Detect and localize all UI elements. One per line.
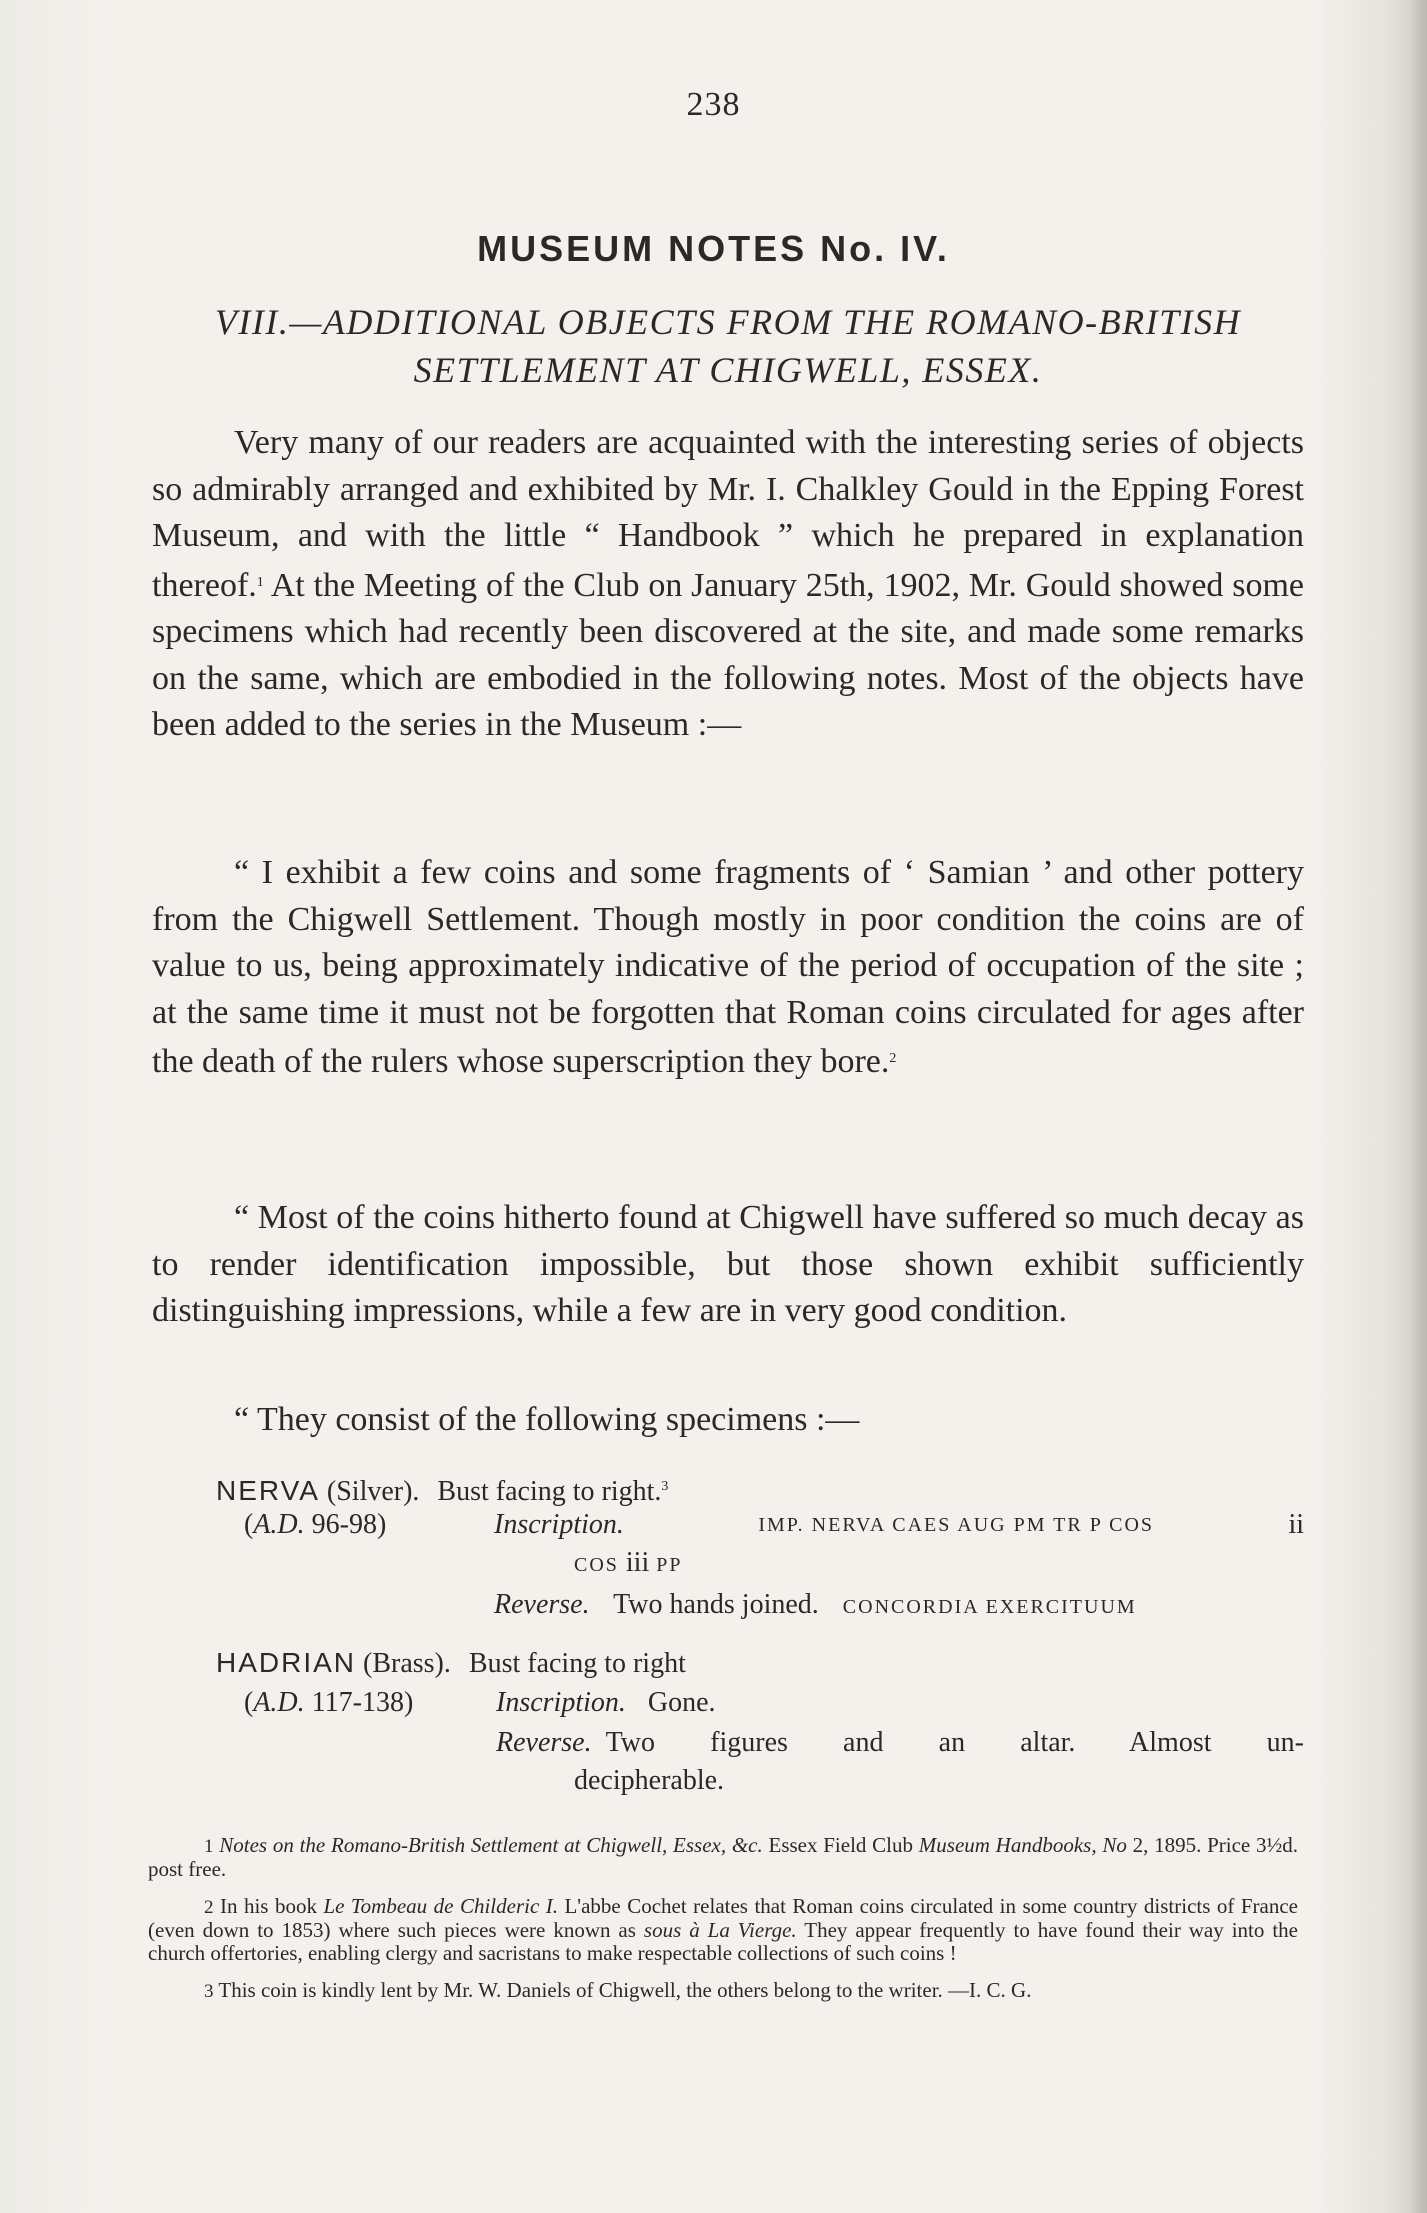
coin-entry-hadrian: [216, 1644, 1306, 1804]
coin-heading: [216, 1644, 686, 1683]
inscription-line2-a: COS: [574, 1554, 619, 1576]
footnote-2-text-c: They appear frequently to have found their way into the church offertories, enabling clergy and sacristans to make respectable collections of such coins !: [148, 1918, 1298, 1965]
reverse-label: Reverse.: [496, 1727, 592, 1758]
reverse-text: Two hands joined.: [613, 1589, 819, 1620]
coin-date-open: (: [244, 1509, 254, 1540]
coin-date-range: 117-138): [304, 1687, 414, 1718]
footnote-number: 1: [204, 1836, 214, 1857]
coin-bust: Bust facing to right: [468, 1648, 686, 1679]
footnote-2: [148, 1895, 1298, 1965]
inscription-line2-c: PP: [656, 1554, 683, 1576]
coin-bust: Bust facing to right.: [437, 1476, 662, 1507]
footnote-2-text-a: In his book: [219, 1894, 324, 1918]
paragraph-2: [152, 850, 1304, 1086]
footnote-2-term: sous à La Vierge.: [643, 1918, 797, 1942]
footnote-1-text-a: Essex Field Club: [762, 1833, 919, 1857]
paragraph-1-text-a: Very many of our readers are acquainted with the interesting series of objects so admirably arranged and exhibited by Mr. I. Chalkley Gould in the Epping Forest Museum, and with the little “ Handbook ” which he prepared in explanation thereof.: [152, 424, 1304, 604]
reverse-label: Reverse.: [494, 1589, 590, 1620]
paragraph-3: [152, 1195, 1304, 1335]
footnote-2-book-title: Le Tombeau de Childeric I.: [323, 1894, 558, 1918]
paragraph-2-text: “ I exhibit a few coins and some fragments of ‘ Samian ’ and other pottery from the Chigwell Settlement. Though mostly in poor condition the coins are of value to us, being approximately indicative of the period of occupation of the site ; at the same time it must not be forgotten that Roman coins circulated for ages after the death of the rulers whose superscription they bore.: [152, 854, 1304, 1080]
paragraph-1: [152, 420, 1304, 749]
coin-date-open: (: [244, 1687, 254, 1718]
coin-date: [244, 1506, 386, 1544]
footnote-number: 2: [204, 1897, 214, 1918]
paragraph-3-text: “ Most of the coins hitherto found at Chigwell have suffered so much decay as to render identification impossible, but those shown exhibit sufficiently distinguishing impressions, while a few are in very good condition.: [152, 1199, 1304, 1329]
footnote-1: [148, 1834, 1298, 1881]
coin-name: HADRIAN: [216, 1647, 357, 1678]
footnote-number: 3: [204, 1981, 214, 2002]
paragraph-4: [152, 1397, 1304, 1444]
coin-reverse-line2: decipherable.: [574, 1765, 725, 1796]
inscription-label: Inscription.: [494, 1509, 624, 1540]
coin-date: [244, 1684, 413, 1722]
footnote-ref-3[interactable]: 3: [661, 1479, 669, 1494]
coin-reverse: [496, 1724, 1304, 1762]
coin-date-ad: A.D.: [253, 1687, 305, 1718]
section-title: MUSEUM NOTES No. IV.: [477, 228, 950, 269]
footnote-1-title: Notes on the Romano-British Settlement at Chigwell, Essex, &c.: [219, 1833, 763, 1857]
inscription-line2-b: iii: [625, 1547, 650, 1578]
coin-inscription-line2: [574, 1544, 683, 1584]
coin-inscription: [494, 1506, 1304, 1544]
coin-heading: [216, 1468, 668, 1511]
inscription-tail: ii: [1288, 1509, 1304, 1540]
paragraph-4-text: “ They consist of the following specimens :—: [234, 1401, 860, 1438]
reverse-legend: CONCORDIA EXERCITUUM: [842, 1596, 1137, 1618]
coin-name: NERVA: [216, 1475, 320, 1506]
paragraph-1-text-b: At the Meeting of the Club on January 25th, 1902, Mr. Gould showed some specimens which had recently been discovered at the site, and made some remarks on the same, which are embodied in the following notes. Most of the objects have been added to the series in the Museum :—: [152, 566, 1304, 743]
article-subtitle: VIII.—ADDITIONAL OBJECTS FROM THE ROMANO-BRITISH SETTLEMENT AT CHIGWELL, ESSEX.: [214, 302, 1242, 390]
footnote-ref-1[interactable]: 1: [256, 574, 264, 590]
page-number: 238: [686, 86, 741, 123]
footnote-2-text-b: L'abbe Cochet relates that Roman coins circulated in some country districts of France (even down to 1853) where such pieces were known as: [148, 1894, 1298, 1942]
coin-reverse: [494, 1586, 1137, 1626]
reverse-text: Two figures and an altar. Almost un-: [605, 1727, 1304, 1758]
coin-metal: (Silver).: [319, 1476, 420, 1507]
footnote-3: [148, 1979, 1298, 2003]
inscription-text: IMP. NERVA CAES AUG PM TR P COS: [758, 1514, 1155, 1536]
footnote-1-text-b: 2, 1895. Price 3½d. post free.: [148, 1833, 1299, 1881]
footnote-3-text: This coin is kindly lent by Mr. W. Daniels of Chigwell, the others belong to the writer. —I. C. G.: [218, 1978, 1032, 2002]
inscription-label: Inscription.: [496, 1687, 626, 1718]
coin-date-range: 96-98): [304, 1509, 387, 1540]
coin-metal: (Brass).: [356, 1648, 451, 1679]
page-edge-shadow: [1409, 0, 1427, 2213]
inscription-text: Gone.: [647, 1687, 716, 1718]
coin-date-ad: A.D.: [253, 1509, 305, 1540]
footnote-ref-2[interactable]: 2: [889, 1051, 897, 1066]
coin-inscription: [496, 1684, 716, 1722]
coin-entry-nerva: [216, 1468, 1306, 1638]
footnote-1-series: Museum Handbooks, No: [918, 1833, 1127, 1857]
footnotes: [148, 1834, 1298, 2017]
